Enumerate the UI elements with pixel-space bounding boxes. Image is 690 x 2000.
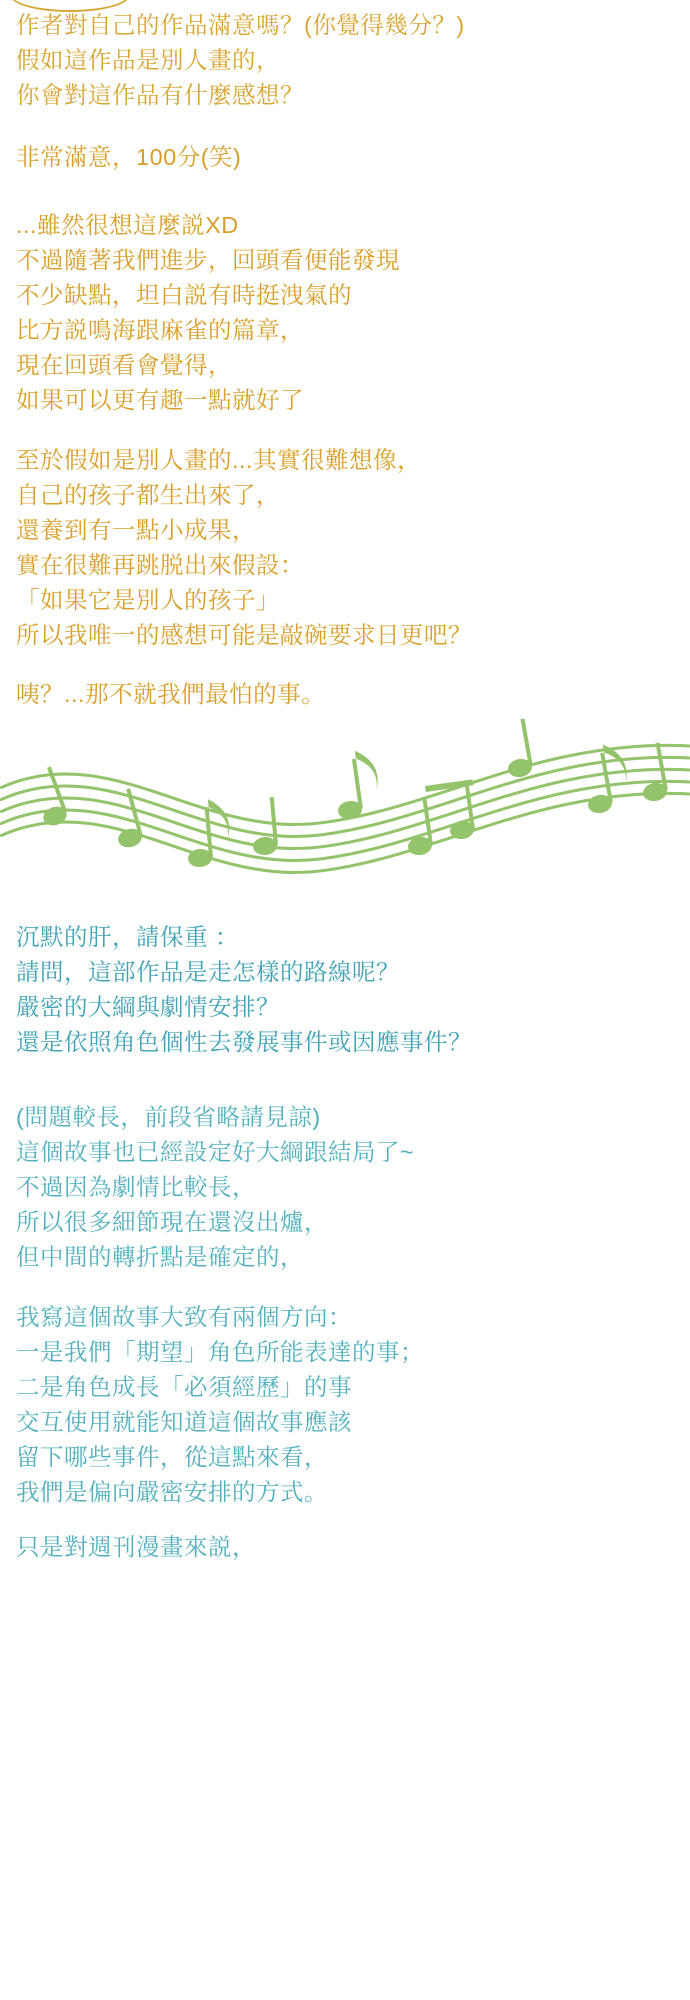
question-block-2 bbox=[16, 920, 676, 1060]
text-line: 二是角色成長「必須經歷」的事 bbox=[16, 1374, 352, 1400]
text-line: 這個故事也已經設定好大綱跟結局了~ bbox=[16, 1139, 415, 1165]
answer-block-5 bbox=[16, 1100, 676, 1275]
answer-block-7 bbox=[16, 1530, 676, 1565]
text-line: 如果可以更有趣一點就好了 bbox=[16, 387, 304, 413]
text-line: 我們是偏向嚴密安排的方式。 bbox=[16, 1479, 328, 1505]
text-line: 你會對這作品有什麼感想？ bbox=[16, 82, 304, 108]
text-line: ...雖然很想這麼説XD bbox=[16, 212, 239, 238]
text-line: (問題較長，前段省略請見諒) bbox=[16, 1104, 321, 1130]
text-line: 不過隨著我們進步，回頭看便能發現 bbox=[16, 247, 400, 273]
text-line: 一是我們「期望」角色所能表達的事； bbox=[16, 1339, 424, 1365]
text-line: 但中間的轉折點是確定的， bbox=[16, 1244, 304, 1270]
text-line: 現在回頭看會覺得， bbox=[16, 352, 232, 378]
text-line: 比方説鳴海跟麻雀的篇章， bbox=[16, 317, 304, 343]
text-line: 嚴密的大綱與劇情安排？ bbox=[16, 994, 280, 1020]
text-line: 請問，這部作品是走怎樣的路線呢？ bbox=[16, 959, 400, 985]
text-line: 至於假如是別人畫的...其實很難想像， bbox=[16, 447, 422, 473]
text-line: 留下哪些事件，從這點來看， bbox=[16, 1444, 328, 1470]
text-line: 不少缺點，坦白説有時挺洩氣的 bbox=[16, 282, 352, 308]
text-line: 假如這作品是別人畫的， bbox=[16, 47, 280, 73]
text-line: 非常滿意，100分(笑) bbox=[16, 144, 242, 170]
text-line: 交互使用就能知道這個故事應該 bbox=[16, 1409, 352, 1435]
answer-block-6 bbox=[16, 1300, 676, 1510]
text-line: 咦？...那不就我們最怕的事。 bbox=[16, 681, 326, 707]
text-line: 我寫這個故事大致有兩個方向： bbox=[16, 1304, 352, 1330]
text-line: 作者對自己的作品滿意嗎？(你覺得幾分？) bbox=[16, 12, 465, 38]
text-line: 不過因為劇情比較長， bbox=[16, 1174, 256, 1200]
text-line: 還養到有一點小成果， bbox=[16, 517, 256, 543]
text-line: 「如果它是別人的孩子」 bbox=[16, 587, 280, 613]
text-line: 所以很多細節現在還沒出爐， bbox=[16, 1209, 328, 1235]
question-block-1 bbox=[16, 8, 676, 113]
answer-block-4 bbox=[16, 677, 676, 712]
text-line: 實在很難再跳脱出來假設： bbox=[16, 552, 304, 578]
text-line: 沉默的肝，請保重 ： bbox=[16, 924, 240, 950]
text-line: 只是對週刊漫畫來説， bbox=[16, 1534, 256, 1560]
answer-block-3 bbox=[16, 443, 676, 653]
text-line: 還是依照角色個性去發展事件或因應事件？ bbox=[16, 1029, 472, 1055]
music-staff-divider bbox=[0, 718, 690, 903]
text-line: 所以我唯一的感想可能是敲碗要求日更吧？ bbox=[16, 622, 472, 648]
text-line: 自己的孩子都生出來了， bbox=[16, 482, 280, 508]
answer-block-2 bbox=[16, 208, 676, 418]
answer-block-1 bbox=[16, 140, 676, 175]
